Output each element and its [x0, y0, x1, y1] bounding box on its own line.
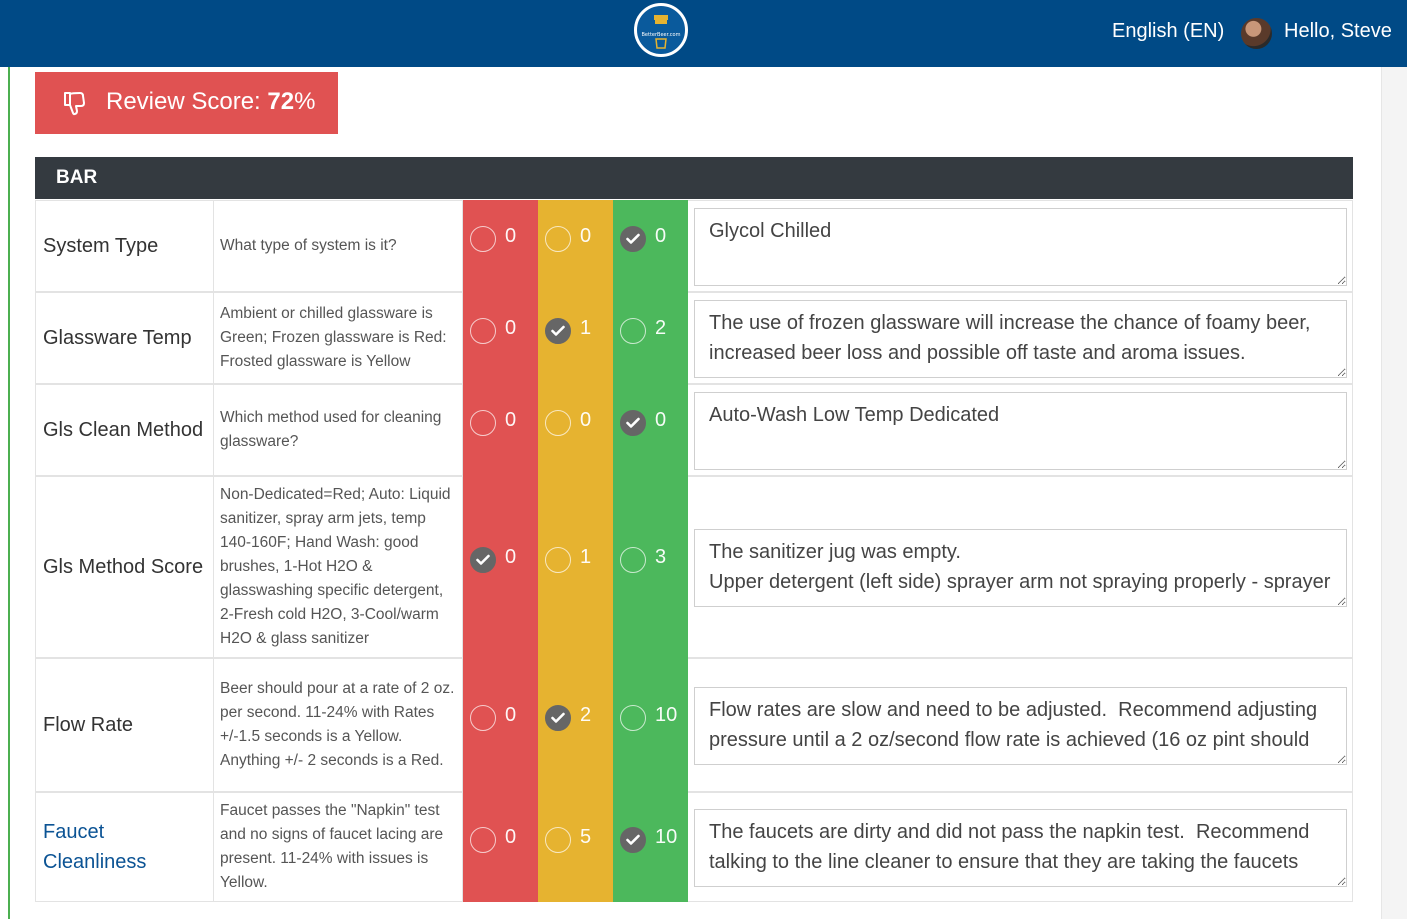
review-score-badge — [35, 72, 338, 134]
radio-checked-icon[interactable] — [620, 827, 646, 853]
score-option-value: 10 — [655, 826, 678, 848]
criterion-description: Which method used for cleaning glassware? — [213, 384, 463, 476]
user-greeting[interactable]: Hello, Steve — [1284, 20, 1392, 42]
radio-unchecked-icon[interactable] — [470, 318, 496, 344]
score-option-value: 0 — [505, 317, 517, 339]
score-option-value: 0 — [655, 409, 667, 431]
comment-textarea[interactable] — [694, 300, 1347, 378]
table-row — [35, 658, 1353, 792]
criterion-name[interactable]: Faucet Cleanliness — [35, 792, 213, 902]
note-cell — [688, 792, 1353, 902]
review-score-value: 72 — [267, 88, 295, 115]
avatar[interactable] — [1241, 18, 1272, 49]
svg-text:BetterBeer.com: BetterBeer.com — [641, 32, 681, 38]
score-option-red[interactable] — [463, 200, 538, 292]
score-option-red[interactable] — [463, 292, 538, 384]
left-accent-bar — [8, 67, 10, 919]
score-option-red[interactable] — [463, 792, 538, 902]
criterion-description: What type of system is it? — [213, 200, 463, 292]
score-option-value: 0 — [505, 826, 517, 848]
language-selector[interactable]: English (EN) — [1112, 20, 1225, 42]
criterion-name: Glassware Temp — [35, 292, 213, 384]
score-option-value: 2 — [580, 704, 592, 726]
radio-unchecked-icon[interactable] — [545, 827, 571, 853]
score-option-value: 1 — [580, 317, 592, 339]
score-option-red[interactable] — [463, 476, 538, 658]
comment-textarea[interactable] — [694, 529, 1347, 607]
right-scroll-gutter — [1381, 67, 1407, 919]
score-option-yellow[interactable] — [538, 658, 613, 792]
radio-checked-icon[interactable] — [545, 318, 571, 344]
score-option-yellow[interactable] — [538, 200, 613, 292]
score-option-value: 2 — [655, 317, 667, 339]
table-row — [35, 200, 1353, 292]
note-cell — [688, 658, 1353, 792]
table-row — [35, 384, 1353, 476]
radio-unchecked-icon[interactable] — [545, 547, 571, 573]
table-row — [35, 792, 1353, 902]
score-option-value: 0 — [505, 225, 517, 247]
criterion-description: Beer should pour at a rate of 2 oz. per second. 11-24% with Rates +/-1.5 seconds is a Yellow. Anything +/- 2 seconds is a Red. — [213, 658, 463, 792]
score-option-red[interactable] — [463, 658, 538, 792]
radio-unchecked-icon[interactable] — [470, 827, 496, 853]
criterion-name: System Type — [35, 200, 213, 292]
score-option-green[interactable] — [613, 384, 688, 476]
radio-unchecked-icon[interactable] — [620, 705, 646, 731]
score-option-green[interactable] — [613, 658, 688, 792]
radio-checked-icon[interactable] — [620, 226, 646, 252]
table-row — [35, 292, 1353, 384]
score-option-yellow[interactable] — [538, 792, 613, 902]
score-option-green[interactable] — [613, 476, 688, 658]
score-option-value: 1 — [580, 546, 592, 568]
note-cell — [688, 200, 1353, 292]
thumbs-down-icon — [62, 91, 86, 122]
top-navbar — [0, 0, 1407, 67]
score-option-value: 0 — [505, 546, 517, 568]
criterion-description: Ambient or chilled glassware is Green; Frozen glassware is Red: Frosted glassware is Yellow — [213, 292, 463, 384]
score-option-yellow[interactable] — [538, 476, 613, 658]
score-option-yellow[interactable] — [538, 292, 613, 384]
criterion-name: Gls Method Score — [35, 476, 213, 658]
section-header-bar: BAR — [35, 157, 1353, 199]
score-option-value: 0 — [655, 225, 667, 247]
score-option-green[interactable] — [613, 792, 688, 902]
radio-unchecked-icon[interactable] — [470, 226, 496, 252]
score-option-value: 5 — [580, 826, 592, 848]
radio-unchecked-icon[interactable] — [470, 410, 496, 436]
note-cell — [688, 384, 1353, 476]
score-option-value: 0 — [505, 704, 517, 726]
score-option-yellow[interactable] — [538, 384, 613, 476]
review-score-text: Review Score: 72% — [106, 88, 316, 115]
note-cell — [688, 292, 1353, 384]
comment-textarea[interactable] — [694, 392, 1347, 470]
score-option-value: 10 — [655, 704, 678, 726]
note-cell — [688, 476, 1353, 658]
comment-textarea[interactable] — [694, 208, 1347, 286]
criterion-name: Gls Clean Method — [35, 384, 213, 476]
radio-checked-icon[interactable] — [620, 410, 646, 436]
criterion-name: Flow Rate — [35, 658, 213, 792]
score-option-value: 0 — [505, 409, 517, 431]
score-option-green[interactable] — [613, 292, 688, 384]
score-option-value: 0 — [580, 225, 592, 247]
radio-checked-icon[interactable] — [470, 547, 496, 573]
criterion-description: Non-Dedicated=Red; Auto: Liquid sanitizer, spray arm jets, temp 140-160F; Hand Wash: good brushes, 1-Hot H2O & glasswashing specific detergent, 2-Fresh cold H2O, 3-Cool/warm H2O & glass sanitizer — [213, 476, 463, 658]
radio-unchecked-icon[interactable] — [545, 410, 571, 436]
radio-unchecked-icon[interactable] — [545, 226, 571, 252]
betterbeer-logo-icon[interactable] — [634, 3, 688, 57]
radio-unchecked-icon[interactable] — [620, 547, 646, 573]
comment-textarea[interactable] — [694, 687, 1347, 765]
radio-checked-icon[interactable] — [545, 705, 571, 731]
criterion-description: Faucet passes the "Napkin" test and no signs of faucet lacing are present. 11-24% with issues is Yellow. — [213, 792, 463, 902]
score-option-red[interactable] — [463, 384, 538, 476]
score-option-value: 3 — [655, 546, 667, 568]
radio-unchecked-icon[interactable] — [620, 318, 646, 344]
radio-unchecked-icon[interactable] — [470, 705, 496, 731]
score-option-green[interactable] — [613, 200, 688, 292]
comment-textarea[interactable] — [694, 809, 1347, 887]
score-option-value: 0 — [580, 409, 592, 431]
table-row — [35, 476, 1353, 658]
